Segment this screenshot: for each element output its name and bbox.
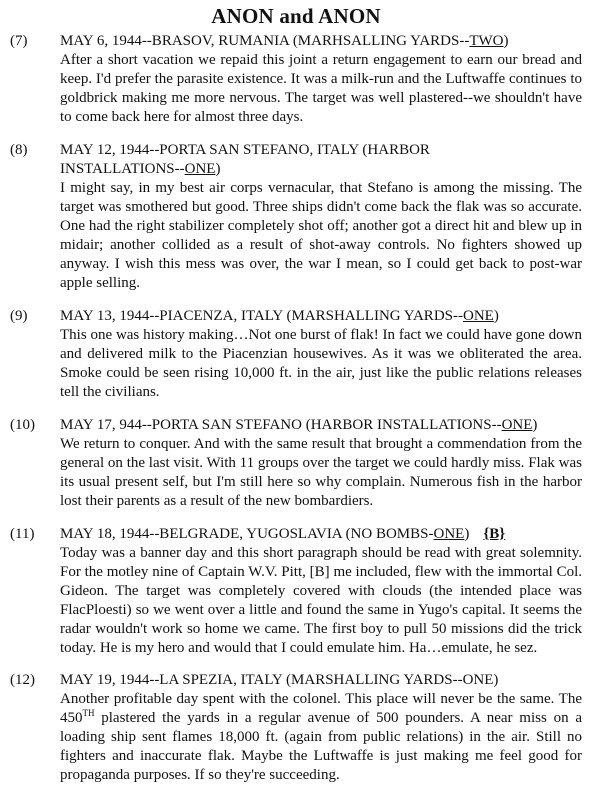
mission-count: ONE: [184, 161, 216, 177]
entry-body: We return to conquer. And with the same result that brought a commendation from the general on the last visit. With 11 groups over the target we could hardly miss. Flak was its usual present self, but I'm still here so why complain. Numerous fish in the harbor lost their parents as a result of the new bombardiers.: [60, 436, 582, 509]
mission-entry-11: [10, 525, 582, 658]
mission-count: ONE: [462, 308, 494, 324]
entry-body: Today was a banner day and this short paragraph should be read with great solemnity. For the motley nine of Captain W.V. Pitt, [B] me included, flew with the immortal Col. Gideon. The target was completely covered with clouds (the intended place was FlacPloesti) so we went over a little and found the same in Yugo's capital. It seems the radar wouldn't work so home we came. The first boy to pull 50 missions did the trick today. He is my hero and would that I could emulate him. Ha…emulate, he sez.: [60, 545, 582, 656]
entry-number: (11): [10, 526, 35, 542]
entry-number: (7): [10, 33, 28, 49]
entry-heading: MAY 19, 1944--LA SPEZIA, ITALY (MARSHALLING YARDS--ONE): [60, 672, 499, 688]
entry-body: This one was history making…Not one burst of flak! In fact we could have gone down and delivered milk to the Piacenzian housewives. As it was we obliterated the area. Smoke could be seen rising 10,000 ft. in the air, just like the public relations releases tell the civilians.: [60, 327, 582, 400]
entry-heading-cont: INSTALLATIONS--ONE): [60, 161, 221, 177]
page-title: ANON and ANON: [211, 4, 381, 28]
entry-number: (10): [10, 417, 35, 433]
mission-entry-9: [10, 307, 582, 402]
entry-number: (12): [10, 672, 35, 688]
entry-number: (9): [10, 308, 28, 324]
mission-entry-7: [10, 32, 582, 127]
crew-code: {B}: [483, 526, 506, 542]
entry-number: (8): [10, 142, 28, 158]
entry-text: [60, 307, 582, 402]
ordinal-suffix: TH: [82, 708, 95, 718]
entry-heading: MAY 6, 1944--BRASOV, RUMANIA (MARHSALLING YARDS--TWO): [60, 33, 509, 49]
mission-count: ONE: [433, 526, 465, 542]
entry-text: [60, 525, 582, 658]
entry-body: Another profitable day spent with the colonel. This place will never be the same. The 450TH plastered the yards in a regular avenue of 500 pounders. A near miss on a loading ship sent flames 18,000 ft. (again from public relations) in the air. Still no fighters and inaccurate flak. Maybe the Luftwaffe is just making me feel good for propaganda purposes. If so they're succeeding.: [60, 691, 582, 783]
entry-body: After a short vacation we repaid this joint a return engagement to earn our bread and keep. I'd prefer the parasite existence. It was a milk-run and the Luftwaffe continues to goldbrick making me more nervous. The target was well plastered--we shouldn't have to come back here for almost three days.: [60, 52, 582, 125]
entry-heading: MAY 12, 1944--PORTA SAN STEFANO, ITALY (HARBOR: [60, 142, 430, 158]
mission-entry-12: [10, 671, 582, 785]
entry-heading: MAY 18, 1944--BELGRADE, YUGOSLAVIA (NO BOMBS-ONE) {B}: [60, 526, 506, 542]
mission-entry-10: [10, 416, 582, 511]
entry-text: [60, 671, 582, 785]
entry-body: I might say, in my best air corps vernacular, that Stefano is among the missing. The target was smothered but good. Three ships didn't come back the flak was so accurate. One had the right stabilizer completely shot off; another got a direct hit and blew up in midair; another collided as a result of shot-away controls. No fighters showed up anyway. I wish this mess was over, the war I mean, so I could get back to post-war apple selling.: [60, 180, 582, 291]
entry-heading: MAY 13, 1944--PIACENZA, ITALY (MARSHALLING YARDS--ONE): [60, 308, 499, 324]
entry-text: [60, 141, 582, 293]
entry-text: [60, 32, 582, 127]
entry-heading: MAY 17, 944--PORTA SAN STEFANO (HARBOR INSTALLATIONS--ONE): [60, 417, 538, 433]
mission-count: TWO: [469, 33, 504, 49]
mission-count: ONE: [501, 417, 533, 433]
entry-text: [60, 416, 582, 511]
mission-entry-8: [10, 141, 582, 293]
